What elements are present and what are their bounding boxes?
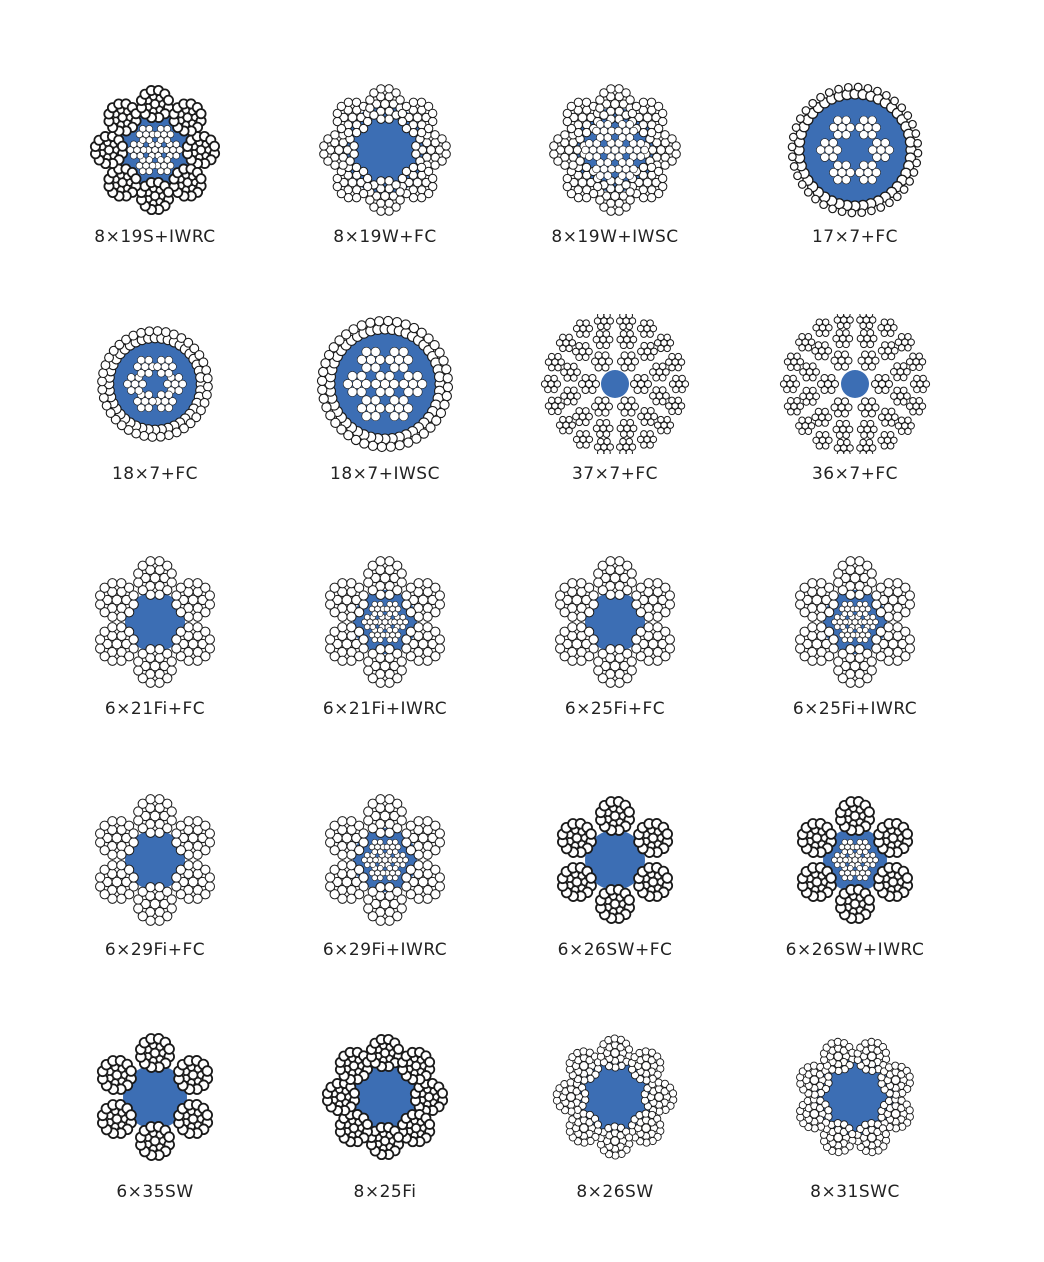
rope-compacted-17x7-icon — [735, 80, 975, 220]
rope-diagram — [265, 80, 505, 247]
rope-18x7-iwsc-icon — [265, 314, 505, 454]
rope-label: 6×25Fi+IWRC — [792, 699, 918, 719]
rope-label: 8×19W+FC — [333, 227, 437, 247]
rope-label: 8×19W+IWSC — [551, 227, 679, 247]
rope-label: 8×25Fi — [353, 1182, 417, 1202]
rope-label: 8×31SWC — [810, 1182, 900, 1202]
rope-6-strand-iwrc-icon — [265, 790, 505, 930]
rope-label: 8×19S+IWRC — [94, 227, 216, 247]
rope-label: 36×7+FC — [811, 464, 899, 484]
rope-6-strand-fc-icon — [495, 790, 735, 930]
rope-label: 6×26SW+IWRC — [785, 940, 925, 960]
rope-diagram — [35, 1027, 275, 1202]
rope-label: 6×25Fi+FC — [564, 699, 666, 719]
rope-diagram — [495, 1027, 735, 1202]
rope-diagram — [495, 80, 735, 247]
rope-8-strand-fi-icon — [265, 1027, 505, 1167]
rope-6-strand-sw-icon — [35, 1027, 275, 1167]
rope-diagram — [265, 1027, 505, 1202]
rope-6-strand-iwrc-icon — [265, 552, 505, 692]
rope-diagram — [35, 790, 275, 960]
rope-diagram — [495, 314, 735, 484]
rope-6-strand-iwrc-icon — [735, 552, 975, 692]
rope-label: 6×26SW+FC — [557, 940, 673, 960]
rope-6-strand-fc-icon — [35, 790, 275, 930]
rope-diagram — [735, 314, 975, 484]
rope-6-strand-iwrc-icon — [735, 790, 975, 930]
rope-diagram — [735, 790, 975, 960]
rope-label: 6×21Fi+IWRC — [322, 699, 448, 719]
rope-label: 18×7+FC — [111, 464, 199, 484]
rope-diagram — [495, 790, 735, 960]
rope-label: 18×7+IWSC — [330, 464, 440, 484]
rope-diagram — [735, 1027, 975, 1202]
rope-diagram — [265, 790, 505, 960]
rope-diagram — [35, 80, 275, 247]
rope-8-strand-sw-icon — [495, 1027, 735, 1167]
rope-diagram — [265, 552, 505, 719]
rope-18x7-fc-icon — [35, 314, 275, 454]
rope-diagram — [35, 552, 275, 719]
rope-label: 6×35SW — [116, 1182, 194, 1202]
rope-label: 37×7+FC — [571, 464, 659, 484]
rope-8-strand-iwrc-icon — [35, 80, 275, 220]
rope-36x7-fc-icon — [735, 314, 975, 454]
rope-diagram — [35, 314, 275, 484]
rope-6-strand-fc-icon — [495, 552, 735, 692]
rope-diagram — [495, 552, 735, 719]
rope-8-strand-swc-icon — [735, 1027, 975, 1167]
rope-label: 6×29Fi+FC — [104, 940, 206, 960]
rope-37x7-fc-icon — [495, 314, 735, 454]
rope-label: 17×7+FC — [811, 227, 899, 247]
rope-6-strand-fc-icon — [35, 552, 275, 692]
rope-diagram — [735, 80, 975, 247]
rope-8-strand-fc-icon — [265, 80, 505, 220]
rope-diagram — [265, 314, 505, 484]
rope-label: 6×21Fi+FC — [104, 699, 206, 719]
rope-diagram — [735, 552, 975, 719]
rope-label: 8×26SW — [576, 1182, 654, 1202]
rope-8-strand-iwsc-icon — [495, 80, 735, 220]
rope-label: 6×29Fi+IWRC — [322, 940, 448, 960]
